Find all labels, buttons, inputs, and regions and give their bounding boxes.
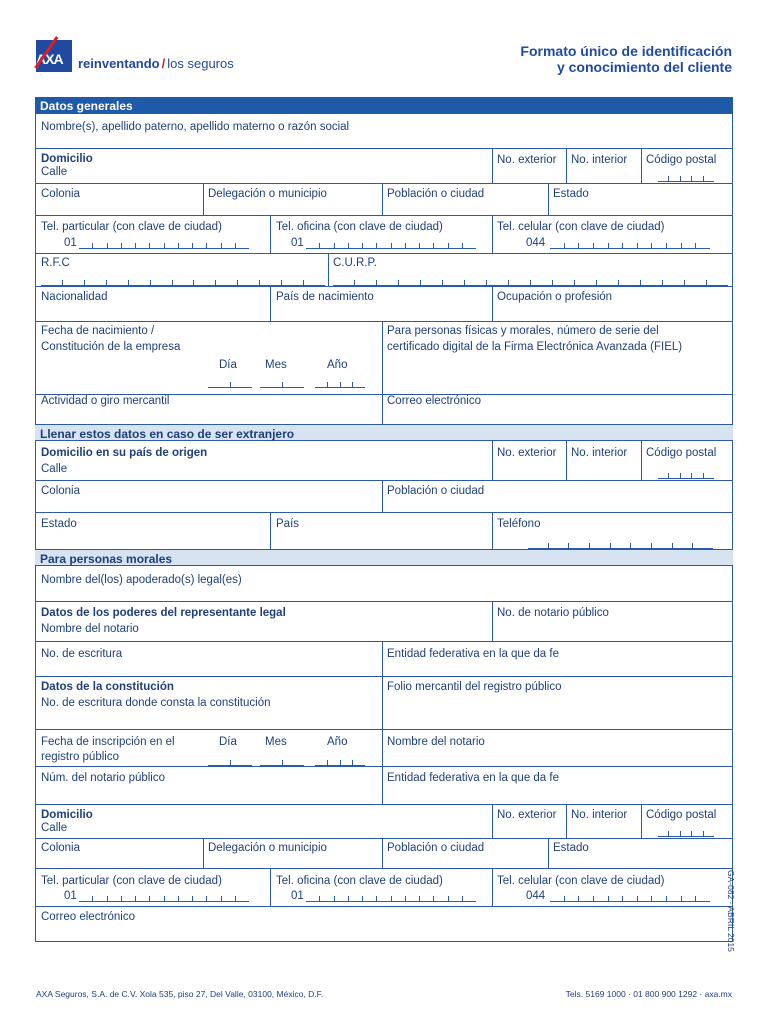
dia-ticks[interactable]	[208, 382, 252, 388]
label-tel-particular-moral: Tel. particular (con clave de ciudad)	[41, 875, 222, 887]
tel-ofi-moral-ticks[interactable]	[306, 896, 476, 902]
label-domicilio: Domicilio	[41, 153, 93, 165]
label-colonia-origen: Colonia	[41, 485, 80, 497]
label-tel-oficina: Tel. oficina (con clave de ciudad)	[276, 221, 443, 233]
label-nacionalidad: Nacionalidad	[41, 291, 108, 303]
label-no-interior-moral: No. interior	[571, 809, 628, 821]
label-poblacion-origen: Población o ciudad	[387, 485, 485, 497]
label-tel-celular: Tel. celular (con clave de ciudad)	[497, 221, 665, 233]
label-no-exterior-origen: No. exterior	[497, 447, 557, 459]
label-colonia: Colonia	[41, 188, 80, 200]
label-mes-insc: Mes	[265, 736, 287, 748]
label-delegacion-moral: Delegación o municipio	[208, 842, 327, 854]
label-no-exterior: No. exterior	[497, 154, 557, 166]
cp-origen-ticks[interactable]	[658, 473, 714, 479]
mes-ticks[interactable]	[260, 382, 304, 388]
label-nombre-notario: Nombre del notario	[41, 623, 139, 635]
label-rfc: R.F.C	[41, 257, 70, 269]
tel-part-ticks[interactable]	[79, 243, 249, 249]
label-constitucion: Datos de la constitución	[41, 681, 174, 693]
label-codigo-postal: Código postal	[646, 154, 717, 166]
label-poderes: Datos de los poderes del representante legal	[41, 607, 286, 619]
label-curp: C.U.R.P.	[333, 257, 377, 269]
label-fecha-nac-1: Fecha de nacimiento /	[41, 325, 155, 337]
label-ocupacion: Ocupación o profesión	[497, 291, 613, 303]
label-no-exterior-moral: No. exterior	[497, 809, 557, 821]
label-domicilio-origen: Domicilio en su país de origen	[41, 447, 208, 459]
label-fiel-2: certificado digital de la Firma Electrónica Avanzada (FIEL)	[387, 341, 683, 353]
label-fiel-1: Para personas físicas y morales, número de serie del	[387, 325, 659, 337]
prefix-044-moral: 044	[526, 890, 546, 902]
label-cp-origen: Código postal	[646, 447, 717, 459]
tel-cel-moral-ticks[interactable]	[550, 896, 710, 902]
label-estado-origen: Estado	[41, 518, 77, 530]
footer-phones: Tels. 5169 1000 · 01 800 900 1292 · axa.mx	[565, 989, 732, 999]
section-datos-generales: Datos generales	[35, 97, 733, 114]
label-mes: Mes	[265, 359, 287, 371]
label-cp-moral: Código postal	[646, 809, 717, 821]
axa-logo-text: AXA	[36, 51, 63, 67]
label-correo: Correo electrónico	[387, 395, 481, 407]
label-no-interior-origen: No. interior	[571, 447, 628, 459]
label-no-escritura-const: No. de escritura donde consta la constitución	[41, 697, 271, 709]
label-colonia-moral: Colonia	[41, 842, 80, 854]
label-poblacion: Población o ciudad	[387, 188, 485, 200]
tel-part-moral-ticks[interactable]	[79, 896, 249, 902]
label-dia-insc: Día	[219, 736, 237, 748]
label-entidad-2: Entidad federativa en la que da fe	[387, 772, 559, 784]
label-no-interior: No. interior	[571, 154, 628, 166]
label-correo-moral: Correo electrónico	[41, 911, 135, 923]
label-estado: Estado	[553, 188, 589, 200]
label-dia: Día	[219, 359, 237, 371]
prefix-01-moral: 01	[64, 890, 77, 902]
label-tel-celular-moral: Tel. celular (con clave de ciudad)	[497, 875, 665, 887]
label-anio: Año	[327, 359, 348, 371]
label-fecha-nac-2: Constitución de la empresa	[41, 341, 181, 353]
label-pais-nacimiento: País de nacimiento	[276, 291, 374, 303]
label-fecha-insc-2: registro público	[41, 751, 119, 763]
label-no-notario: No. de notario público	[497, 607, 609, 619]
section-extranjero: Llenar estos datos en caso de ser extranjero	[35, 424, 733, 441]
label-poblacion-moral: Población o ciudad	[387, 842, 485, 854]
tel-ofi-ticks[interactable]	[306, 243, 476, 249]
label-calle: Calle	[41, 166, 68, 178]
label-folio: Folio mercantil del registro público	[387, 681, 562, 693]
label-no-escritura: No. de escritura	[41, 648, 123, 660]
footer-address: AXA Seguros, S.A. de C.V. Xola 535, piso 27, Del Valle, 03100, México, D.F.	[36, 989, 324, 999]
label-calle-moral: Calle	[41, 822, 68, 834]
label-nombre: Nombre(s), apellido paterno, apellido materno o razón social	[41, 121, 350, 133]
tagline: reinventando / los seguros	[78, 56, 234, 71]
anio-ticks[interactable]	[315, 382, 365, 388]
label-entidad: Entidad federativa en la que da fe	[387, 648, 559, 660]
cp-moral-ticks[interactable]	[658, 831, 714, 837]
label-actividad: Actividad o giro mercantil	[41, 395, 170, 407]
label-nombre-notario-2: Nombre del notario	[387, 736, 485, 748]
label-anio-insc: Año	[327, 736, 348, 748]
prefix-01-oficina: 01	[291, 237, 304, 249]
prefix-01-oficina-moral: 01	[291, 890, 304, 902]
label-calle-origen: Calle	[41, 463, 68, 475]
label-num-notario: Núm. del notario público	[41, 772, 166, 784]
label-apoderado: Nombre del(los) apoderado(s) legal(es)	[41, 574, 242, 586]
tel-cel-ticks[interactable]	[550, 243, 710, 249]
label-domicilio-moral: Domicilio	[41, 809, 93, 821]
label-delegacion: Delegación o municipio	[208, 188, 327, 200]
section-personas-morales: Para personas morales	[35, 549, 733, 566]
label-estado-moral: Estado	[553, 842, 589, 854]
label-fecha-insc-1: Fecha de inscripción en el	[41, 736, 175, 748]
form-title: Formato único de identificación y conocimiento del cliente	[520, 43, 732, 75]
prefix-044: 044	[526, 237, 546, 249]
label-telefono: Teléfono	[497, 518, 541, 530]
form-code: GA-082 · ABRIL 2015	[726, 870, 736, 952]
cp-ticks[interactable]	[658, 176, 714, 182]
label-tel-particular: Tel. particular (con clave de ciudad)	[41, 221, 222, 233]
label-tel-oficina-moral: Tel. oficina (con clave de ciudad)	[276, 875, 443, 887]
prefix-01: 01	[64, 237, 77, 249]
label-pais: País	[276, 518, 300, 530]
